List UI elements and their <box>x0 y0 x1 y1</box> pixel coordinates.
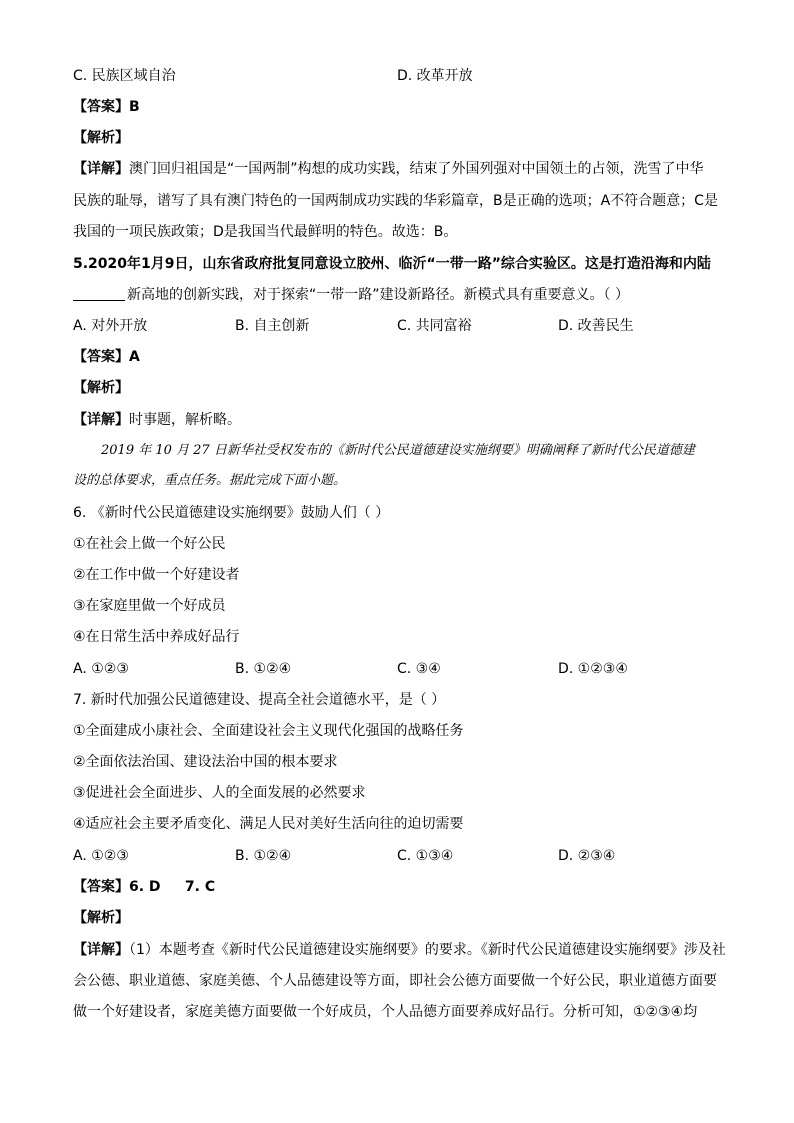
q6-option-d: D. ①②③④ <box>558 661 628 677</box>
q67-detail-line1 <box>73 940 726 960</box>
q7-option-c: C. ①③④ <box>397 848 454 864</box>
q4-option-d: D. 改革开放 <box>397 68 473 84</box>
q6-item-3: ③在家庭里做一个好成员 <box>73 598 226 614</box>
q6-option-c: C. ③④ <box>397 661 441 677</box>
detail-label: 【详解】 <box>73 942 129 958</box>
detail-label: 【详解】 <box>73 161 129 177</box>
q5-option-c: C. 共同富裕 <box>397 318 472 334</box>
fill-blank <box>73 286 125 301</box>
q7-stem: 7. 新时代加强公民道德建设、提高全社会道德水平，是（ ） <box>73 692 446 708</box>
q7-option-a: A. ①②③ <box>73 848 129 864</box>
detail-text: 澳门回归祖国是“一国两制”构想的成功实践，结束了外国列强对中国领土的占领，洗雪了中华 <box>129 161 704 177</box>
q67-answer <box>73 877 215 897</box>
q5-stem-text: 新高地的创新实践，对于探索“一带一路”建设新路径。新模式具有重要意义。（ ） <box>127 287 629 303</box>
detail-text: （1）本题考查《新时代公民道德建设实施纲要》的要求。《新时代公民道德建设实施纲要》涉及社 <box>129 942 726 958</box>
q6-item-4: ④在日常生活中养成好品行 <box>73 629 240 645</box>
q7-item-1: ①全面建成小康社会、全面建设社会主义现代化强国的战略任务 <box>73 723 464 739</box>
q7-item-2: ②全面依法治国、建设法治中国的根本要求 <box>73 754 338 770</box>
q6-stem: 6. 《新时代公民道德建设实施纲要》鼓励人们（ ） <box>73 505 390 521</box>
q5-answer <box>73 347 140 367</box>
material-intro-line2: 设的总体要求，重点任务。据此完成下面小题。 <box>73 473 347 488</box>
answer-value: 6. D 7. C <box>129 879 216 895</box>
q5-option-a: A. 对外开放 <box>73 318 148 334</box>
detail-label: 【详解】 <box>73 412 129 428</box>
q5-analysis-label: 【解析】 <box>73 380 129 396</box>
q5-detail <box>73 410 241 430</box>
q6-item-2: ②在工作中做一个好建设者 <box>73 567 240 583</box>
q5-option-b: B. 自主创新 <box>235 318 310 334</box>
q6-option-b: B. ①②④ <box>235 661 292 677</box>
q67-detail-line3: 做一个好建设者，家庭美德方面要做一个好成员，个人品德方面要养成好品行。分析可知，①②③④均 <box>73 1004 698 1020</box>
q5-stem-line2 <box>73 285 629 305</box>
answer-value: A <box>129 349 140 365</box>
q4-option-c: C. 民族区域自治 <box>73 68 176 84</box>
q67-analysis-label: 【解析】 <box>73 910 129 926</box>
q4-answer <box>73 97 140 117</box>
q7-item-4: ④适应社会主要矛盾变化、满足人民对美好生活向往的迫切需要 <box>73 816 464 832</box>
answer-label: 【答案】 <box>73 879 129 895</box>
q4-detail-line3: 我国的一项民族政策；D是我国当代最鲜明的特色。故选：B。 <box>73 224 458 240</box>
q4-detail-line2: 民族的耻辱，谱写了具有澳门特色的一国两制成功实践的华彩篇章，B是正确的选项；A不符合题意；C是 <box>73 193 718 209</box>
q67-detail-line2: 会公德、职业道德、家庭美德、个人品德建设等方面，即社会公德方面要做一个好公民，职业道德方面要 <box>73 973 717 989</box>
q5-option-d: D. 改善民生 <box>558 318 634 334</box>
detail-text: 时事题，解析略。 <box>129 412 241 428</box>
material-intro-line1: 2019 年 10 月 27 日新华社受权发布的《新时代公民道德建设实施纲要》明确阐释了新时代公民道德建 <box>101 443 695 458</box>
q7-option-d: D. ②③④ <box>558 848 616 864</box>
q7-item-3: ③促进社会全面进步、人的全面发展的必然要求 <box>73 785 366 801</box>
answer-label: 【答案】 <box>73 349 129 365</box>
q4-analysis-label: 【解析】 <box>73 130 129 146</box>
q6-option-a: A. ①②③ <box>73 661 129 677</box>
q6-item-1: ①在社会上做一个好公民 <box>73 536 226 552</box>
q5-stem-line1: 5.2020年1月9日，山东省政府批复同意设立胶州、临沂“一带一路”综合实验区。这是打造沿海和内陆 <box>73 256 711 272</box>
answer-value: B <box>129 99 140 115</box>
q4-detail-line1 <box>73 159 704 179</box>
q7-option-b: B. ①②④ <box>235 848 292 864</box>
answer-label: 【答案】 <box>73 99 129 115</box>
